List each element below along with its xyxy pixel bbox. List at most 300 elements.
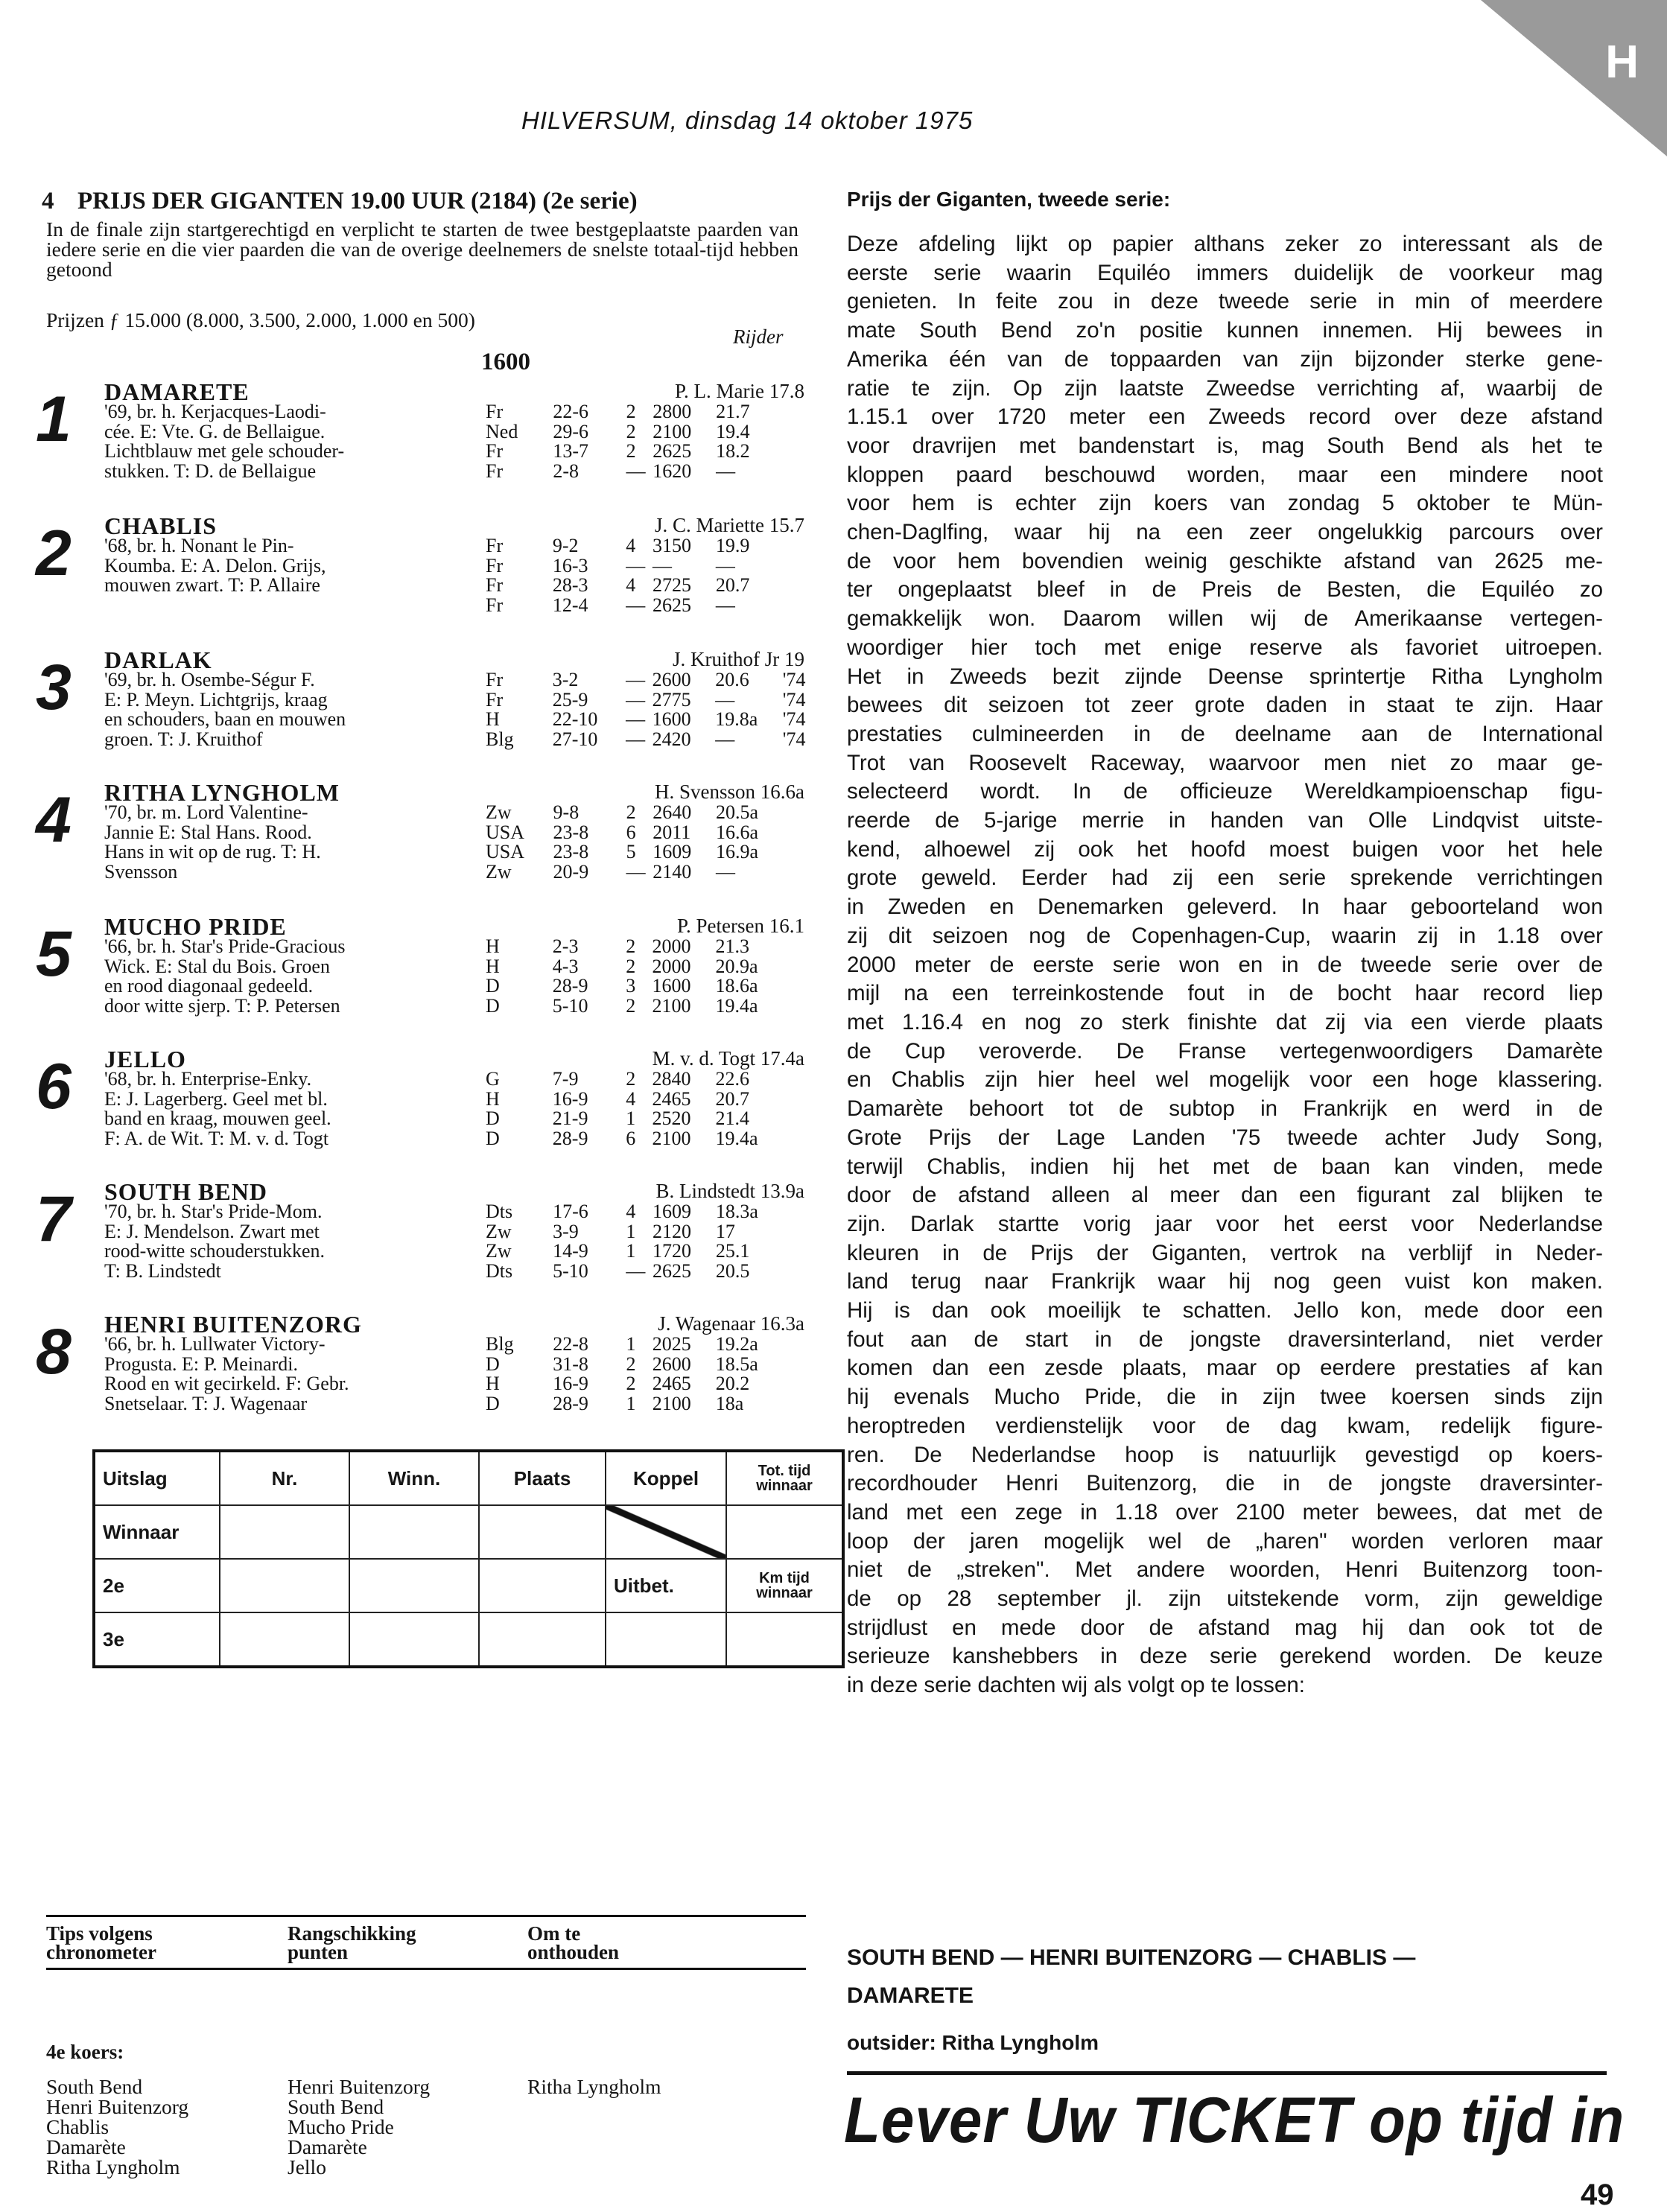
results-cell[interactable] bbox=[726, 1612, 843, 1667]
results-cell[interactable] bbox=[726, 1505, 843, 1559]
performance-cell: 18.2 bbox=[716, 440, 750, 462]
horse-description bbox=[104, 1070, 477, 1148]
results-cell[interactable] bbox=[220, 1505, 349, 1559]
performance-cell: 19.4a bbox=[715, 1127, 758, 1149]
performance-cell: D bbox=[486, 994, 500, 1017]
performance-cell: 2775 bbox=[652, 688, 691, 711]
performance-cell bbox=[783, 1109, 819, 1129]
horse-description-line: band en kraag, mouwen geel. bbox=[104, 1107, 331, 1129]
performance-cell: — bbox=[626, 594, 646, 616]
performance-cell: 2120 bbox=[652, 1220, 691, 1242]
performance-row bbox=[486, 976, 819, 997]
performance-cell: 19.4a bbox=[715, 994, 758, 1017]
performance-cell: 5 bbox=[626, 841, 636, 862]
tips-item: Mucho Pride bbox=[288, 2115, 394, 2138]
performance-cell: 2 bbox=[626, 955, 636, 977]
tips-column-chrono bbox=[46, 2076, 188, 2177]
horse-description-line: groen. T: J. Kruithof bbox=[104, 728, 263, 750]
horse-rider: J. Kruithof Jr 19 bbox=[673, 648, 804, 670]
article-line: Amerika één van de toppaarden van zijn bijzonder sterke gene- bbox=[847, 346, 1603, 372]
horse-entry bbox=[0, 378, 819, 505]
performance-cell: — bbox=[715, 594, 735, 616]
horse-description-line: '66, br. h. Star's Pride-Gracious bbox=[104, 935, 346, 957]
performance-cell bbox=[783, 1070, 819, 1090]
performance-row bbox=[486, 556, 819, 576]
performance-cell: 4 bbox=[626, 574, 636, 596]
performance-cell: Fr bbox=[486, 669, 504, 690]
tips-item: Henri Buitenzorg bbox=[288, 2075, 431, 2098]
results-cell[interactable] bbox=[349, 1612, 479, 1667]
horse-performance-table bbox=[486, 1202, 819, 1281]
horse-description bbox=[104, 803, 477, 882]
race-prizes: Prijzen ƒ 15.000 (8.000, 3.500, 2.000, 1.000 en 500) bbox=[46, 308, 475, 331]
performance-row bbox=[486, 442, 819, 462]
performance-cell: 20.7 bbox=[715, 574, 750, 596]
horse-description-line: '66, br. h. Lullwater Victory- bbox=[104, 1333, 326, 1355]
performance-cell: 17 bbox=[715, 1220, 735, 1242]
tips-header-chrono-l2: chronometer bbox=[46, 1941, 156, 1963]
performance-cell: 3-9 bbox=[553, 1220, 579, 1242]
performance-row bbox=[486, 1355, 819, 1375]
article-line: selecteerd wordt. In de officieuze Wereldkampioenschap figu- bbox=[847, 779, 1603, 804]
horse-description-line: T: B. Lindstedt bbox=[104, 1259, 221, 1282]
article-line: gemakkelijk won. Daarom willen wij de Amerikaanse vertegen- bbox=[847, 606, 1603, 632]
performance-cell: Dts bbox=[486, 1201, 513, 1222]
performance-row bbox=[486, 402, 819, 422]
performance-row bbox=[486, 957, 819, 977]
article-line: niet de „streken". Met andere woorden, Henri Buitenzorg toon- bbox=[847, 1557, 1603, 1583]
performance-cell: 19.8a bbox=[715, 708, 758, 730]
performance-cell bbox=[783, 997, 819, 1017]
performance-cell: 6 bbox=[626, 821, 636, 843]
performance-cell: 2625 bbox=[652, 594, 691, 616]
performance-cell: D bbox=[486, 1353, 500, 1375]
horse-description bbox=[104, 670, 477, 749]
performance-cell: USA bbox=[486, 821, 525, 843]
results-cell[interactable] bbox=[606, 1612, 726, 1667]
article-line: en Chablis zijn hier heel wel mogelijk voor een hoge klassering. bbox=[847, 1067, 1603, 1093]
article-line: terwijl Chablis, indien hij het met de baan kan vinden, mede bbox=[847, 1154, 1603, 1179]
performance-cell: Fr bbox=[486, 594, 504, 616]
horse-entry bbox=[0, 646, 819, 773]
performance-cell: — bbox=[715, 728, 735, 750]
performance-cell: 1620 bbox=[652, 460, 692, 482]
performance-cell bbox=[783, 1090, 819, 1110]
performance-cell: 23-8 bbox=[553, 821, 589, 843]
performance-cell: 2 bbox=[626, 1068, 636, 1090]
rider-label: Rijder bbox=[733, 325, 784, 348]
horse-performance-table bbox=[486, 670, 819, 749]
horse-rider: J. C. Mariette 15.7 bbox=[655, 514, 804, 536]
performance-cell: 16-3 bbox=[552, 554, 588, 576]
horse-description-line: Wick. E: Stal du Bois. Groen bbox=[104, 955, 330, 977]
performance-cell: 1720 bbox=[652, 1240, 691, 1262]
performance-cell: 3-2 bbox=[552, 669, 579, 690]
performance-row bbox=[486, 1070, 819, 1090]
horse-entry bbox=[0, 1178, 819, 1305]
results-cell-crossed bbox=[606, 1505, 726, 1559]
performance-cell: 4 bbox=[626, 1087, 636, 1110]
results-cell[interactable] bbox=[220, 1559, 349, 1612]
race-distance: 1600 bbox=[481, 349, 530, 375]
performance-cell: 2 bbox=[626, 1353, 636, 1375]
performance-cell: 2025 bbox=[652, 1333, 691, 1355]
performance-row bbox=[486, 1242, 819, 1262]
performance-cell: Fr bbox=[486, 440, 504, 462]
performance-cell: 19.2a bbox=[715, 1333, 758, 1355]
horse-description-line: en schouders, baan en mouwen bbox=[104, 708, 346, 730]
performance-cell: 2 bbox=[626, 935, 636, 957]
horse-number: 7 bbox=[36, 1183, 72, 1255]
performance-cell: 6 bbox=[626, 1127, 636, 1149]
horse-rider: J. Wagenaar 16.3a bbox=[658, 1312, 804, 1335]
performance-cell: 18.5a bbox=[715, 1353, 758, 1375]
performance-cell: 9-8 bbox=[553, 801, 580, 823]
horse-number: 8 bbox=[36, 1316, 72, 1388]
horse-description-line: E: J. Mendelson. Zwart met bbox=[104, 1220, 320, 1242]
performance-cell: 16.9a bbox=[716, 841, 759, 862]
page-number: 49 bbox=[1581, 2178, 1614, 2211]
performance-cell: 2600 bbox=[652, 1353, 691, 1375]
article-line: eerste serie waarin Equiléo immers duidelijk de voorkeur mag bbox=[847, 260, 1603, 285]
performance-cell: Blg bbox=[486, 1333, 514, 1355]
performance-cell: — bbox=[715, 688, 735, 711]
performance-cell: 22-6 bbox=[553, 401, 589, 422]
results-uitbet-label: Uitbet. bbox=[606, 1559, 726, 1612]
performance-cell: 2640 bbox=[652, 801, 692, 823]
horse-description bbox=[104, 1202, 477, 1281]
results-header-koppel: Koppel bbox=[606, 1451, 726, 1505]
performance-cell: — bbox=[626, 708, 646, 730]
performance-cell: 1600 bbox=[652, 975, 691, 997]
performance-cell bbox=[784, 1374, 819, 1394]
results-cell[interactable] bbox=[479, 1612, 606, 1667]
tips-item: Damarète bbox=[288, 2135, 367, 2158]
performance-cell bbox=[784, 803, 819, 823]
tips-header-punten-l1: Rangschikking bbox=[288, 1922, 416, 1945]
tips-header-punten bbox=[288, 1922, 416, 1963]
horse-number: 1 bbox=[36, 384, 72, 455]
performance-row bbox=[486, 1222, 819, 1242]
horse-description-line: stukken. T: D. de Bellaigue bbox=[104, 460, 317, 482]
ticket-banner: Lever Uw TICKET op tijd in bbox=[844, 2084, 1625, 2156]
article-line: met 1.16.4 en nog zo sterk finishte dat zij via een vierde plaats bbox=[847, 1009, 1603, 1035]
performance-cell: 2 bbox=[626, 1373, 636, 1394]
performance-cell: 28-9 bbox=[552, 1127, 588, 1149]
performance-cell: '74 bbox=[782, 669, 806, 690]
article-line: door de afstand alleen al meer dan een figurant zal blijken te bbox=[847, 1183, 1603, 1208]
article-choice bbox=[847, 1939, 1415, 2015]
performance-cell: Fr bbox=[486, 554, 504, 576]
performance-row bbox=[486, 462, 819, 482]
performance-row bbox=[486, 422, 819, 442]
race-intro: In de finale zijn startgerechtigd en verplicht te starten de twee bestgeplaatste paarden van iedere serie en die vier paarden die van de overige deelnemers de snelste totaal-tijd hebben getoond bbox=[46, 217, 798, 281]
performance-cell: 2520 bbox=[652, 1107, 691, 1129]
performance-cell: 1 bbox=[626, 1220, 636, 1242]
performance-cell bbox=[784, 1202, 819, 1222]
performance-cell: 2420 bbox=[652, 728, 691, 750]
horse-entry bbox=[0, 1311, 819, 1437]
horse-description-line: Hans in wit op de rug. T: H. bbox=[104, 841, 321, 862]
performance-row bbox=[486, 862, 819, 883]
article-line: strijdlust en mede door de afstand mag hij dan ook tot de bbox=[847, 1615, 1603, 1640]
results-km-tijd bbox=[726, 1559, 843, 1612]
tips-item: South Bend bbox=[46, 2075, 143, 2098]
performance-row bbox=[486, 596, 819, 616]
horse-rider: M. v. d. Togt 17.4a bbox=[652, 1047, 804, 1070]
performance-cell: 29-6 bbox=[553, 420, 589, 442]
horse-description-line: Progusta. E: P. Meinardi. bbox=[104, 1353, 298, 1375]
results-cell[interactable] bbox=[479, 1559, 606, 1612]
performance-cell: 1 bbox=[626, 1107, 636, 1129]
performance-cell: 14-9 bbox=[553, 1240, 588, 1262]
performance-cell: 21.7 bbox=[716, 401, 750, 422]
article-outsider: outsider: Ritha Lyngholm bbox=[847, 2031, 1099, 2054]
performance-cell bbox=[784, 1355, 819, 1375]
results-row-label: Winnaar bbox=[94, 1505, 220, 1559]
performance-cell: 20.7 bbox=[715, 1087, 749, 1110]
horse-number: 6 bbox=[36, 1051, 72, 1122]
article-line: chen-Daglfing, waar hij na een zeer ongelukkig parcours over bbox=[847, 520, 1603, 545]
article-line: mijl na een terreinkostende fout in de bocht haar record liep bbox=[847, 981, 1603, 1006]
corner-letter: H bbox=[1605, 36, 1639, 88]
article-line: genieten. In feite zou in deze tweede serie in min of meerdere bbox=[847, 289, 1603, 314]
performance-cell: 9-2 bbox=[552, 535, 579, 556]
article-line: voor dravrijen met bandenstart is, mag South Bend als het te bbox=[847, 433, 1603, 458]
article-line: de Cup veroverde. De Franse vertegenwoordigers Damarète bbox=[847, 1038, 1603, 1064]
article-line: Het in Zweeds bezit zijnde Deense sprintertje Ritha Lyngholm bbox=[847, 664, 1603, 689]
performance-cell: — bbox=[626, 728, 646, 750]
performance-cell: 31-8 bbox=[553, 1353, 588, 1375]
performance-cell: 18.3a bbox=[715, 1201, 758, 1222]
performance-cell: 20.5 bbox=[715, 1259, 750, 1282]
performance-cell: Fr bbox=[486, 574, 504, 596]
performance-cell: Zw bbox=[486, 1220, 512, 1242]
article-line: land terug naar Frankrijk waar hij nog geen vuist kon maken. bbox=[847, 1269, 1603, 1294]
article-line: 2000 meter de eerste serie won en in de tweede serie over de bbox=[847, 952, 1603, 977]
performance-cell: 22-10 bbox=[552, 708, 598, 730]
performance-cell: D bbox=[486, 1127, 500, 1149]
performance-cell: 2465 bbox=[652, 1087, 691, 1110]
performance-row bbox=[486, 1109, 819, 1129]
horse-description-line: E: P. Meyn. Lichtgrijs, kraag bbox=[104, 688, 328, 711]
performance-cell: 7-9 bbox=[552, 1068, 579, 1090]
horse-description-line: en rood diagonaal gedeeld. bbox=[104, 975, 314, 997]
horse-rider: P. Petersen 16.1 bbox=[677, 915, 804, 937]
horse-name: JELLO bbox=[104, 1046, 186, 1072]
performance-cell: H bbox=[486, 708, 500, 730]
performance-row bbox=[486, 710, 819, 730]
performance-cell: '74 bbox=[782, 708, 806, 730]
results-cell[interactable] bbox=[220, 1612, 349, 1667]
results-header-tot-tijd bbox=[726, 1451, 843, 1505]
horse-number: 3 bbox=[36, 652, 72, 723]
performance-cell: 2 bbox=[626, 994, 636, 1017]
horse-rider: H. Svensson 16.6a bbox=[655, 781, 804, 803]
performance-cell: 2465 bbox=[652, 1373, 691, 1394]
performance-row bbox=[486, 690, 819, 711]
performance-cell: Fr bbox=[486, 460, 504, 482]
results-row-label: 2e bbox=[94, 1559, 220, 1612]
race-heading bbox=[42, 188, 638, 215]
performance-cell bbox=[784, 402, 819, 422]
performance-cell: Blg bbox=[486, 728, 514, 750]
performance-cell: 2625 bbox=[652, 1259, 691, 1282]
performance-cell: 16-9 bbox=[552, 1087, 588, 1110]
performance-cell bbox=[784, 842, 819, 862]
performance-cell bbox=[784, 1262, 819, 1282]
performance-cell: 16-9 bbox=[553, 1373, 588, 1394]
horse-performance-table bbox=[486, 402, 819, 481]
performance-cell: D bbox=[486, 1107, 500, 1129]
horse-description-line: '70, br. h. Star's Pride-Mom. bbox=[104, 1201, 323, 1222]
tot-tijd-line1: Tot. tijd bbox=[758, 1463, 811, 1479]
article-line: hij evenals Mucho Pride, die in zijn twee koersen sinds zijn bbox=[847, 1385, 1603, 1410]
tips-header-onthouden-l1: Om te bbox=[527, 1922, 581, 1945]
article-body bbox=[847, 230, 1603, 1700]
performance-cell: 2600 bbox=[652, 669, 691, 690]
horse-description-line: Rood en wit gecirkeld. F: Gebr. bbox=[104, 1373, 349, 1394]
performance-cell: 5-10 bbox=[552, 994, 588, 1017]
tips-column-punten bbox=[288, 2076, 430, 2177]
performance-row bbox=[486, 1090, 819, 1110]
performance-cell bbox=[784, 596, 820, 616]
performance-cell: Fr bbox=[486, 401, 504, 422]
performance-cell: 2011 bbox=[652, 821, 691, 843]
article-line: bewees dit seizoen tot zeer grote daden in staat te zijn. Haar bbox=[847, 693, 1603, 718]
performance-cell: Dts bbox=[486, 1259, 513, 1282]
performance-cell bbox=[783, 957, 819, 977]
performance-cell: 21-9 bbox=[552, 1107, 588, 1129]
horse-performance-table bbox=[486, 803, 819, 882]
article-line: ratie te zijn. Op zijn laatste Zweedse verrichting af, waarbij de bbox=[847, 375, 1603, 401]
performance-cell: 28-9 bbox=[553, 1392, 588, 1414]
performance-cell: 28-9 bbox=[552, 975, 588, 997]
performance-row bbox=[486, 576, 819, 596]
tips-top-rule bbox=[46, 1915, 806, 1917]
horse-description-line: '70, br. m. Lord Valentine- bbox=[104, 801, 308, 823]
tips-column-onthouden bbox=[527, 2076, 661, 2097]
performance-cell bbox=[784, 556, 820, 576]
horse-performance-table bbox=[486, 937, 819, 1016]
performance-cell: 27-10 bbox=[552, 728, 598, 750]
article-line: ren. De Nederlandse hoop is natuurlijk gevestigd op koers- bbox=[847, 1442, 1603, 1467]
choice-line-1: SOUTH BEND — HENRI BUITENZORG — CHABLIS — bbox=[847, 1945, 1416, 1970]
article-line: voor hem is echter zijn koers van zondag 5 oktober te Mün- bbox=[847, 491, 1603, 516]
performance-cell: 5-10 bbox=[553, 1259, 588, 1282]
performance-cell: 2 bbox=[626, 420, 636, 442]
performance-cell: 1609 bbox=[652, 841, 692, 862]
performance-row bbox=[486, 536, 819, 556]
performance-cell: G bbox=[486, 1068, 500, 1090]
horse-number: 5 bbox=[36, 918, 72, 990]
horse-name: RITHA LYNGHOLM bbox=[104, 779, 340, 806]
performance-cell: 17-6 bbox=[553, 1201, 588, 1222]
performance-cell bbox=[784, 1335, 819, 1355]
performance-cell: 4 bbox=[626, 1201, 636, 1222]
horse-name: MUCHO PRIDE bbox=[104, 913, 287, 940]
horse-description-line: F: A. de Wit. T: M. v. d. Togt bbox=[104, 1127, 329, 1149]
horse-description bbox=[104, 1335, 477, 1414]
performance-row bbox=[486, 1374, 819, 1394]
performance-cell: 13-7 bbox=[553, 440, 589, 462]
performance-cell: 2 bbox=[626, 440, 636, 462]
performance-cell: — bbox=[716, 860, 736, 883]
article-line: Trot van Roosevelt Raceway, waarvoor men niet zo maar ge- bbox=[847, 750, 1603, 775]
performance-cell: — bbox=[626, 554, 646, 576]
tips-bottom-rule bbox=[46, 1968, 806, 1970]
horse-rider: B. Lindstedt 13.9a bbox=[655, 1180, 804, 1202]
performance-row bbox=[486, 1394, 819, 1414]
performance-row bbox=[486, 823, 819, 843]
performance-cell bbox=[784, 442, 819, 462]
performance-cell: 4-3 bbox=[552, 955, 579, 977]
article-line: kend, alhoewel zij ook het hoofd moest buigen voor het hele bbox=[847, 836, 1603, 862]
article-line: in Zweden en Denemarken geleverd. In haar geboorteland won bbox=[847, 894, 1603, 920]
horse-description-line: Lichtblauw met gele schouder- bbox=[104, 440, 345, 462]
article-line: serieuze kanshebbers in deze serie gerekend worden. De keuze bbox=[847, 1644, 1603, 1669]
tot-tijd-line2: winnaar bbox=[756, 1478, 813, 1494]
horse-description-line: mouwen zwart. T: P. Allaire bbox=[104, 574, 320, 596]
performance-row bbox=[486, 730, 819, 750]
performance-cell bbox=[784, 862, 819, 883]
performance-cell: 1 bbox=[626, 1240, 636, 1262]
results-table bbox=[92, 1449, 845, 1668]
performance-cell: 2100 bbox=[652, 1127, 691, 1149]
performance-row bbox=[486, 1335, 819, 1355]
performance-cell: Zw bbox=[486, 1240, 512, 1262]
horse-description-line: Svensson bbox=[104, 860, 178, 883]
performance-cell: 2000 bbox=[652, 935, 691, 957]
horse-description-line: rood-witte schouderstukken. bbox=[104, 1240, 326, 1262]
tips-header-onthouden bbox=[527, 1922, 620, 1963]
performance-cell: 18.6a bbox=[715, 975, 758, 997]
performance-cell: 1 bbox=[626, 1392, 636, 1414]
results-cell[interactable] bbox=[349, 1505, 479, 1559]
performance-cell bbox=[784, 536, 820, 556]
performance-cell: H bbox=[486, 1373, 500, 1394]
performance-cell: D bbox=[486, 975, 500, 997]
performance-cell: '74 bbox=[782, 728, 806, 750]
performance-cell: 3150 bbox=[652, 535, 691, 556]
performance-cell: 25.1 bbox=[715, 1240, 750, 1262]
tips-item: Henri Buitenzorg bbox=[46, 2095, 189, 2118]
performance-cell: Fr bbox=[486, 688, 504, 711]
horse-description-line: '69, br. h. Kerjacques-Laodi- bbox=[104, 401, 326, 422]
results-cell[interactable] bbox=[349, 1559, 479, 1612]
horse-number: 4 bbox=[36, 784, 72, 856]
results-cell[interactable] bbox=[479, 1505, 606, 1559]
article-title: Prijs der Giganten, tweede serie: bbox=[847, 188, 1171, 211]
results-header-plaats: Plaats bbox=[479, 1451, 606, 1505]
performance-cell: 1609 bbox=[652, 1201, 691, 1222]
performance-cell: 2100 bbox=[652, 420, 692, 442]
tips-header-onthouden-l2: onthouden bbox=[527, 1941, 620, 1963]
horse-performance-table bbox=[486, 1335, 819, 1414]
article-line: de voor hem bovendien weinig geschikte afstand van 2625 me- bbox=[847, 548, 1603, 573]
tips-item: Chablis bbox=[46, 2115, 109, 2138]
performance-cell: — bbox=[715, 554, 735, 576]
performance-cell: Fr bbox=[486, 535, 504, 556]
article-line: mate South Bend zo'n positie kunnen innemen. Hij bewees in bbox=[847, 318, 1603, 343]
article-line: kloppen paard beschouwd worden, maar een mindere noot bbox=[847, 462, 1603, 487]
performance-cell: 4 bbox=[626, 535, 636, 556]
horse-description-line: Snetselaar. T: J. Wagenaar bbox=[104, 1392, 308, 1414]
article-line: komen dan een zesde plaats, maar op eerdere prestaties af kan bbox=[847, 1356, 1603, 1381]
tips-header-chrono bbox=[46, 1922, 156, 1963]
tips-header-chrono-l1: Tips volgens bbox=[46, 1922, 153, 1945]
performance-cell: 2100 bbox=[652, 994, 691, 1017]
